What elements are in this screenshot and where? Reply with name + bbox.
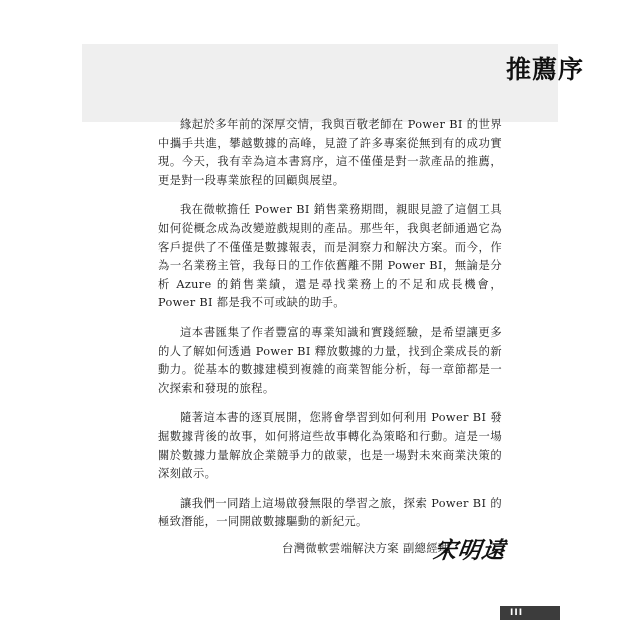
author-title: 台灣微軟雲端解決方案 副總經理 (282, 542, 450, 555)
title-banner (82, 44, 558, 122)
handwritten-signature: 宋明遠 (431, 537, 508, 564)
page-number-tab (500, 606, 560, 620)
paragraph: 這本書匯集了作者豐富的專業知識和實踐經驗，是希望讓更多的人了解如何透過 Power BI 釋放數據的力量，找到企業成長的新動力。從基本的數據建模到複雜的商業智能分析，每一章節都是一次探索和發現的旅程。 (158, 325, 502, 395)
paragraph: 隨著這本書的逐頁展開，您將會學習到如何利用 Power BI 發掘數據背後的故事，如何將這些故事轉化為策略和行動。這是一場關於數據力量解放企業競爭力的啟蒙，也是一場對未來商業決策的深刻啟示。 (158, 411, 502, 481)
signature-block (282, 536, 512, 568)
foreword-body (158, 116, 502, 543)
paragraph: 我在微軟擔任 Power BI 銷售業務期間，親眼見證了這個工具如何從概念成為改變遊戲規則的產品。那些年，我與老師通過它為客戶提供了不僅僅是數據報表，而是洞察力和解決方案。而今，作為一名業務主管，我每日的工作依舊離不開 Power BI，無論是分析 Azure 的銷售業績，還是尋找業務上的不足和成長機會，Power BI 都是我不可或缺的助手。 (158, 203, 502, 310)
page-number: III (510, 608, 524, 618)
page-title: 推薦序 (505, 55, 584, 84)
paragraph: 緣起於多年前的深厚交情，我與百敬老師在 Power BI 的世界中攜手共進，攀越數據的高峰，見證了許多專案從無到有的成功實現。今天，我有幸為這本書寫序，這不僅僅是對一款產品的推薦，更是對一段專業旅程的回顧與展望。 (158, 118, 502, 187)
paragraph: 讓我們一同踏上這場啟發無限的學習之旅，探索 Power BI 的極致潛能，一同開啟數據驅動的新紀元。 (158, 496, 502, 529)
